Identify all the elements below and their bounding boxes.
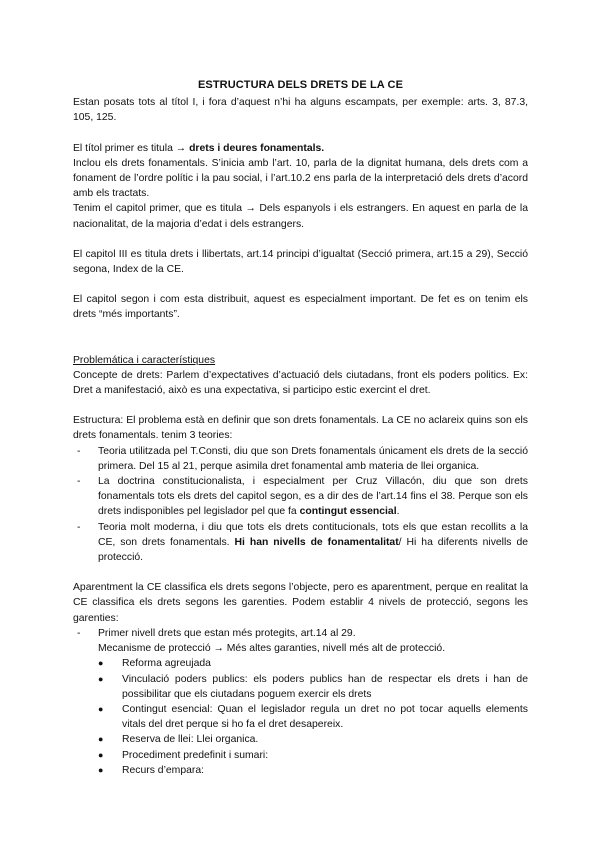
teoria-item-3: - Teoria molt moderna, i diu que tots els drets contitucionals, tots els que estan recollits a la CE, son drets fonamentals. Hi han nivells de fonamentalitat/ Hi ha diferents nivells de protecció. [73,520,528,566]
page-title: ESTRUCTURA DELS DRETS DE LA CE [197,79,404,91]
capitol-segon-paragraph: El capitol segon i com esta distribuit, aquest es especialment important. De fet es on tenim els drets “més importants”. [73,294,528,321]
nivell-item-1 [73,626,528,656]
nivell-1-label: - Primer nivell drets que estan més protegits, art.14 al 29. [98,627,356,639]
garantia-item: ● Vinculació poders publics: els poders publics han de respectar els drets i han de possibilitar que els ciutadans poguem exercir els drets [98,672,528,702]
garantia-item: ● Recurs d’empara: [98,763,528,778]
titol-primer-paragraph: El títol primer es titula → drets i deures fonamentals. [73,142,325,154]
mecanisme-line: Mecanisme de protecció → Més altes garanties, nivell més alt de protecció. [98,643,446,655]
estructura-paragraph: Estructura: El problema està en definir que son drets fonamentals. La CE no aclareix quins son els drets fonamentals. tenim 3 teories: [73,415,528,442]
capitol-iii-paragraph: El capitol III es titula drets i llibertats, art.14 principi d’igualtat (Secció primera, art.15 a 29), Secció segona, Index de la CE. [73,248,528,276]
garantia-item: ● Procediment predefinit i sumari: [98,748,528,763]
drets-fonamentals-paragraph: Inclou els drets fonamentals. S’inicia amb l’art. 10, parla de la dignitat humana, dels drets com a fonament de l’ordre polític i la pau social, i l’art.10.2 ens parla de la interpretació dels drets d’acord amb els tractats. [73,157,528,200]
document-page [73,78,528,778]
concepte-paragraph: Concepte de drets: Parlem d’expectatives d’actuació dels ciutadans, front els poders politics. Ex: Dret a manifestació, això es una expectativa, si participo estic exercint el dret. [73,369,528,397]
problematica-heading: Problemática i característiques [73,354,216,366]
titol-primer-bold: drets i deures fonamentals. [189,142,325,154]
nivells-list [73,626,528,656]
garantia-item: ● Contingut esencial: Quan el legislador regula un dret no pot tocar aquells elements vitals del dret perque si ho fa el dret desapereix. [98,702,528,732]
garantia-item: ● Reserva de llei: Llei organica. [98,732,528,747]
garantia-item: ● Reforma agreujada [98,656,528,671]
teoria-item-1: - Teoria utilitzada pel T.Consti, diu que son Drets fonamentals únicament els drets de la secció primera. Del 15 al 21, perque asimila dret fonamental amb materia de llei organica. [73,444,528,474]
intro-paragraph: Estan posats tots al títol I, i fora d’aquest n’hi ha alguns escampats, per exemple: arts. 3, 87.3, 105, 125. [73,97,528,124]
teoria-item-2: - La doctrina constitucionalista, i especialment per Cruz Villacón, diu que son drets fonamentals tots els drets del capitol segon, es a dir des de l’art.14 fins el 38. Perque son els drets indisponibles pel legislador pel que fa contingut essencial. [73,474,528,520]
aparentment-paragraph: Aparentment la CE classifica els drets segons l’objecte, pero es aparentment, perque en realitat la CE classifica els drets segons les garenties. Podem establir 4 nivels de protecció, segons les garenties: [73,582,528,624]
garanties-list [73,656,528,778]
teories-list [73,444,528,566]
capitol-primer-paragraph: Tenim el capitol primer, que es titula → Dels espanyols i els estrangers. En aquest en parla de la nacionalitat, de la majoria d’edat i dels estrangers. [73,203,528,230]
